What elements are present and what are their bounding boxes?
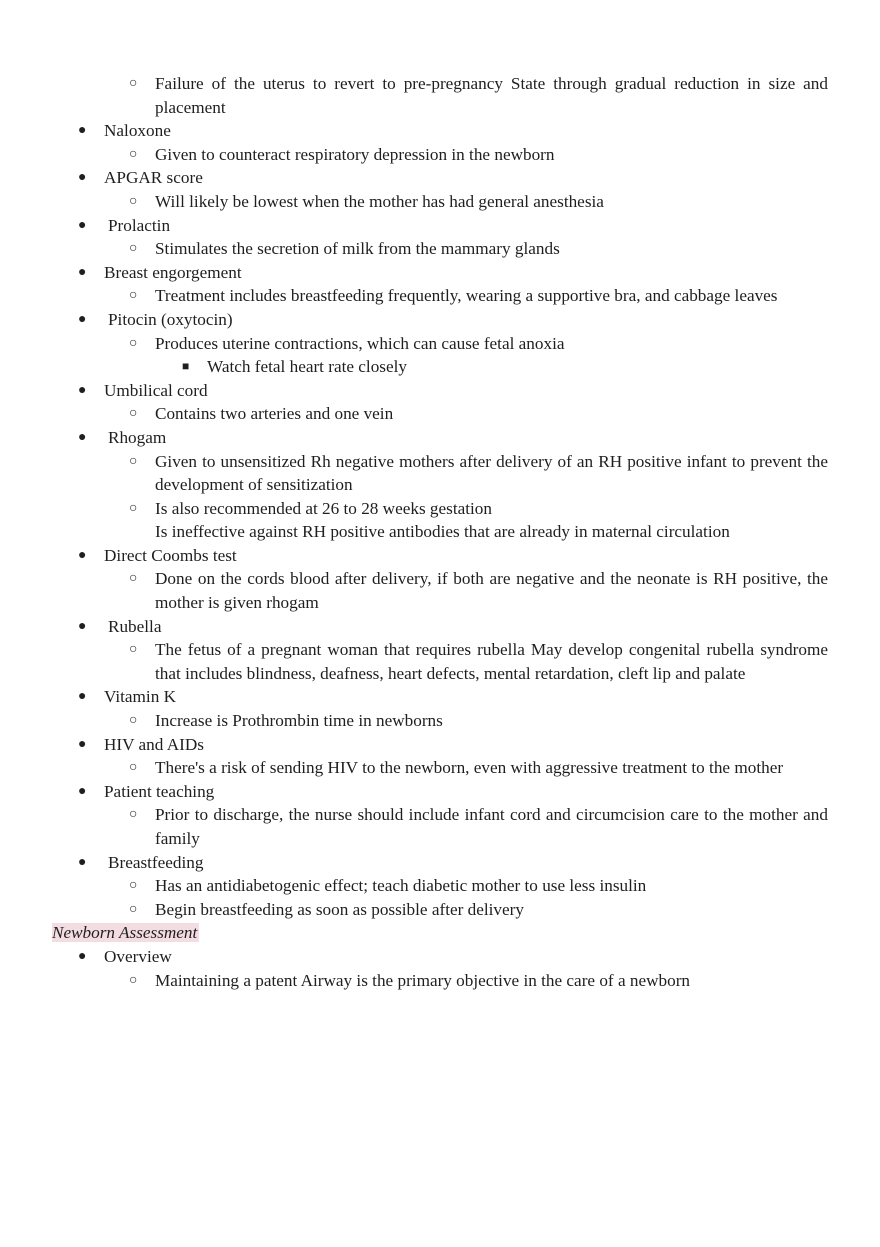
list-item-text: Contains two arteries and one vein (155, 404, 394, 424)
bullet-icon: ○ (129, 901, 138, 917)
list-item-level-2 (0, 638, 880, 685)
list-item-level-2 (0, 756, 880, 780)
bullet-icon: ○ (129, 453, 138, 469)
list-item-level-1 (0, 733, 880, 757)
list-item-text: Direct Coombs test (104, 545, 237, 565)
list-item-level-2 (0, 190, 880, 214)
bullet-icon: ● (78, 736, 87, 752)
list-item-level-1 (0, 544, 880, 568)
list-item-text: Is also recommended at 26 to 28 weeks gestation (155, 498, 492, 518)
list-item-level-1 (0, 214, 880, 238)
list-item-level-1 (0, 685, 880, 709)
bullet-icon: ○ (129, 288, 138, 304)
list-item-text: Will likely be lowest when the mother has had general anesthesia (155, 191, 604, 211)
bullet-icon: ○ (129, 571, 138, 587)
list-item-text: Has an antidiabetogenic effect; teach diabetic mother to use less insulin (155, 876, 647, 896)
section-heading-row (0, 921, 880, 945)
list-item-level-2 (0, 969, 880, 993)
list-item-level-1 (0, 261, 880, 285)
list-item-level-1 (0, 379, 880, 403)
bullet-icon: ● (78, 170, 87, 186)
bullet-icon: ● (78, 429, 87, 445)
bullet-icon: ● (78, 264, 87, 280)
list-item-text: There's a risk of sending HIV to the newborn, even with aggressive treatment to the mother (155, 758, 784, 778)
list-item-text: Patient teaching (104, 781, 215, 801)
list-item-level-1 (0, 119, 880, 143)
bullet-icon: ● (78, 217, 87, 233)
list-item-level-3 (0, 355, 880, 379)
bullet-icon: ○ (129, 760, 138, 776)
bullet-icon: ● (78, 311, 87, 327)
bullet-icon: ○ (129, 406, 138, 422)
list-item-text: Prior to discharge, the nurse should include infant cord and circumcision care to the mother and family (155, 805, 828, 848)
list-item-text: Watch fetal heart rate closely (207, 357, 407, 377)
list-item-text: Vitamin K (104, 687, 177, 707)
list-item-level-2 (0, 874, 880, 898)
list-item-text: Pitocin (oxytocin) (108, 309, 233, 329)
list-item-text: Begin breastfeeding as soon as possible after delivery (155, 899, 524, 919)
list-item-text: Overview (104, 946, 172, 966)
list-item-text: The fetus of a pregnant woman that requires rubella May develop congenital rubella syndrome that includes blindness, deafness, heart defects, mental retardation, cleft lip and palate (155, 640, 828, 683)
list-item-level-2 (0, 709, 880, 733)
list-item-text: Increase is Prothrombin time in newborns (155, 711, 443, 731)
list-item-level-2 (0, 284, 880, 308)
list-item-level-2 (0, 72, 880, 119)
list-item-level-1 (0, 851, 880, 875)
list-item-level-2 (0, 803, 880, 850)
list-item-text: APGAR score (104, 168, 203, 188)
bullet-icon: ● (78, 547, 87, 563)
bullet-icon: ○ (129, 193, 138, 209)
list-item-level-2 (0, 520, 880, 544)
list-item-level-2 (0, 332, 880, 356)
section-heading: Newborn Assessment (52, 923, 198, 943)
bullet-icon: ● (78, 948, 87, 964)
list-item-text: Treatment includes breastfeeding frequently, wearing a supportive bra, and cabbage leaves (155, 286, 778, 306)
bullet-icon: ● (78, 783, 87, 799)
list-item-text: HIV and AIDs (104, 734, 204, 754)
list-item-level-1 (0, 308, 880, 332)
list-item-level-2 (0, 567, 880, 614)
list-item-text: Failure of the uterus to revert to pre-pregnancy State through gradual reduction in size and placement (155, 74, 828, 117)
list-item-level-2 (0, 450, 880, 497)
bullet-icon: ○ (129, 807, 138, 823)
list-item-text: Breastfeeding (108, 852, 204, 872)
bullet-icon: ● (78, 123, 87, 139)
list-item-text: Maintaining a patent Airway is the primary objective in the care of a newborn (155, 970, 691, 990)
list-item-level-1 (0, 166, 880, 190)
bullet-icon: ■ (182, 359, 190, 374)
list-item-text: Produces uterine contractions, which can cause fetal anoxia (155, 333, 565, 353)
list-item-level-1 (0, 945, 880, 969)
bullet-icon: ● (78, 618, 87, 634)
list-item-text: Rubella (108, 616, 162, 636)
bullet-icon: ● (78, 382, 87, 398)
bullet-icon: ○ (129, 241, 138, 257)
list-item-text: Breast engorgement (104, 262, 242, 282)
list-item-level-2 (0, 402, 880, 426)
list-item-text: Naloxone (104, 121, 171, 141)
list-item-level-1 (0, 426, 880, 450)
list-item-level-1 (0, 780, 880, 804)
bullet-icon: ○ (129, 972, 138, 988)
bullet-icon: ○ (129, 335, 138, 351)
list-item-level-2 (0, 497, 880, 521)
bullet-icon: ● (78, 689, 87, 705)
list-item-text: Stimulates the secretion of milk from the mammary glands (155, 239, 560, 259)
list-item-text: Given to counteract respiratory depression in the newborn (155, 144, 555, 164)
bullet-icon: ○ (129, 500, 138, 516)
bullet-icon: ○ (129, 713, 138, 729)
bullet-icon: ○ (129, 146, 138, 162)
list-item-text: Prolactin (108, 215, 171, 235)
list-item-text: Umbilical cord (104, 380, 208, 400)
bullet-icon: ● (78, 854, 87, 870)
list-item-text: Given to unsensitized Rh negative mothers after delivery of an RH positive infant to prevent the development of sensitization (155, 451, 828, 495)
list-item-text: Done on the cords blood after delivery, if both are negative and the neonate is RH positive, the mother is given rhogam (155, 569, 828, 613)
bullet-icon: ○ (129, 642, 138, 658)
list-item-text: Rhogam (108, 427, 167, 447)
bullet-icon: ○ (129, 76, 138, 91)
list-item-level-2 (0, 898, 880, 922)
list-item-level-2 (0, 237, 880, 261)
list-item-level-1 (0, 615, 880, 639)
list-item-level-2 (0, 143, 880, 167)
bullet-icon: ○ (129, 878, 138, 894)
list-item-text: Is ineffective against RH positive antibodies that are already in maternal circulation (155, 522, 730, 542)
